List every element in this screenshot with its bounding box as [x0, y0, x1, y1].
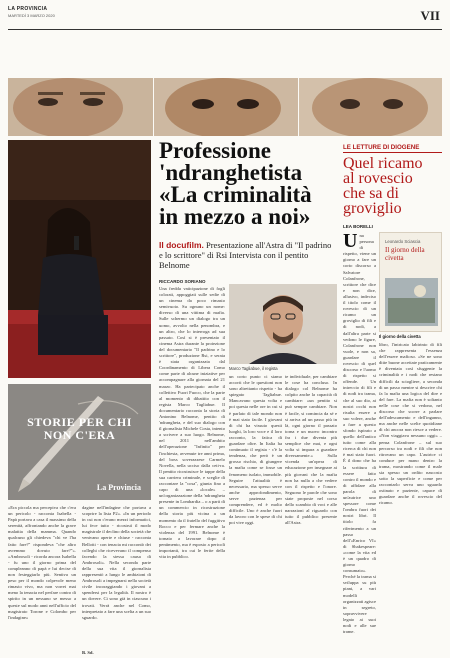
- left-article-signature: B. Sd.: [82, 650, 94, 655]
- main-article-col1: Una fredda vaticipazione di fogli colorati, appoggiati sulle sedie di un cinema da poco rimasto semivuoto. Su ognuno un nome: diverso di una vittima di mafia. Sulle schermo un dialogo tra un uomo, avvolto nella penombra, e un altro, che lo interroga ad sua passato. Così si è presentato il cinema Astra durante la proiezione del documentario "Il padrino e lo scrittore", produzione Rsi, e serata è stata organizzata dal Coordinamento di Libera Como come parte di alcune iniziative per accompagnare alla giornata del 21 marzo. Ha partecipato anche il collettivo Fuori Fuoco, che la parte al momento di dibattito con il regista Marco Tagliabue. Il documentario racconta la storia di Antonino Belnome, pentito di 'ndrangheta, e del suo dialogo con il giornalista Michele Costa, intento a scrivere a suo luogo. Belnome, nel 2011 nell'ambito dell'operazione "Infinito" per l'inchiesta, avvenute tre anni prima, del boss soverazzese Carmelo Novella, nella ucciso dalla ceti-ra. Il pentito ricostruisce le tappe della sua carriera criminale, e sceglie di raccontare la "cosa", giunta fino a capo di una «locale» – un'organizzazione della 'ndrangheta presente in Lombardia – o a parti di un commercio in ricostruzione della storia più vicina a un momento da il fratello del fuggitivo Rocco e per fermare anche la violenza del 1991. Belnome è tornato a lavorare dopo il pentimento, ma è esposto a pericoli importanti, tra cui le ferite della vita in pubblico.: [159, 286, 225, 560]
- main-byline: RICCARDO SORIANO: [159, 279, 206, 284]
- main-subhead: [159, 240, 337, 270]
- face-photo-1: [8, 78, 442, 136]
- main-headline: Professione 'ndranghetista «La criminalità in mezzo a noi»: [159, 138, 312, 229]
- event-photo: [8, 140, 151, 378]
- book-cover: [379, 232, 442, 332]
- stories-logo: La Provincia: [96, 483, 141, 492]
- right-article-col1: Una persona di rispetto, viene un giorno a fare un corto discorso a Salvatore Colanfrone, scrittore che dice e non dice, allusivo, indeciso il titolo come il rovescio di un ricamo un groviglio di fili e di nodi, a dall'altra parte si vedono le figure, Colanfrone non vuole, e non sa, guardare il rovescio di quel discorso e l'uomo di rispetto si offende. Un intreccio di fili e di nodi tra trama, che al suo dio, ai nostri occhi non risulta essere a suo volere, anche a fare a questo sfondo ispirato a quello dell'antico tutto come alla ricerca di chi non è mai stato fuori. È il dono che ha la scrittura di essere fatto contro il mondo e di affidare alla parola di un'autrice uno spessore come l'ombra fuori dei nostri libri. Il titolo fa riferimento a un passo dell'«Enrico VI» di Shakespeare: «come la vita ed è un quadro di giorno consumato». Perché la trama si sviluppa su più piani, a vari modelli organizzati agisce in segreto, sopravvivere legato ai suoi nodi e alle sue trame.: [343, 233, 376, 635]
- newspaper-title: LA PROVINCIA: [8, 6, 48, 12]
- main-article-col2: un corto punto ci siamo accorti che le questioni non sono altrettanto rispetto - ha spiegato Tagliabue. Mancavano questa volta e poi questa nelle ore in cui si è parlato di tale mondo non è mai stato facile. I giovani di chi ha vissuto questi luoghi, la loro voce e il loro racconto, la fatica di guardare oltre. In Italia ha continuato il regista - c'è la tendenza, che però è un grosso rischio, di giungere la mafia come se fosse un fenomeno isolato, immobile. Seguire l'attualità è necessario, ma spesso serve anche approfondimento, serve pazienza per comprendere, ed è molto difficile. Uno è anche fuori da lavoro con le spese di chi poi vive oggi.: [229, 374, 282, 526]
- book-title: Il giorno della civetta: [385, 246, 425, 262]
- director-portrait: [229, 284, 337, 364]
- book-caption: Il giorno della civetta: [379, 334, 421, 339]
- masthead: [8, 6, 442, 30]
- page-number: VII: [420, 8, 440, 23]
- book-author: Leonardo Sciascia: [385, 239, 421, 244]
- right-article-col2: libro, l'intricato labirinto di fili che rappresenta l'essenza dell'essere mafioso. «Se ne sono ditte buone accettate praticamente è diventata così sfuggente la criminalità e i nodi che restano difficili da sciogliere, a seconda di un passo mentre si descrive chi fa la mafia una logica del dire e del fare. La mafia non è soltanto nelle cose che si vedono, nel discorso che scorre a parlare dell'adescamento e dell'inganno, ma anche nelle scelte quotidiane di chi ancora non riesce a vedere. «Non viaggiava nessuno oggi» – pensa Colanfrone – sul suo percorso tra nodi e fili che non ritrovano un capo. L'autrice ci conduce per mano dentro la trama, mostrando come il male sia spesso un ordito nascosto sotto la superficie e come per raccontarlo serva uno sguardo ostinato e paziente, capace di guardare anche il rovescio del ricamo.: [379, 342, 442, 506]
- column-rubric: LE LETTURE DI DIOGENE: [343, 144, 442, 153]
- main-article-col3: te individuale, per cambiare le cose ha concluso. In dialogo col Belnome ha colpito anche la capacità di cambiare: «un pentito si può sempre cambiare. Non è facile, si comincia da sé e si arriva ad un passo più in là, ogni giorno il passato torna e un nuovo incontro fra i due diventa più semplice che mai, e ogni volta si impara a guardare diversamente.» Sulla vicenda un'opera di educazione per insegnare ai più giovani che la mafia non ha nulla a che vedere con il rispetto e l'onore. Seguono le parole che sono state proposte nel corso dello scambio di voci e alle narrazioni al riguardo con tutto il pubblico presente all'Astra.: [285, 374, 337, 526]
- faces-photo-strip: [8, 78, 442, 136]
- subhead-kicker: Il docufilm.: [159, 240, 204, 250]
- issue-date: MARTEDÌ 3 MARZO 2020: [8, 13, 55, 18]
- left-article-col1: «Era piccola ma percepiva che c'era un pericolo - racconta Isabella - Papà portava a casa il massimo della serenità, affrontando anche la grave malattia della mamma. Quando qualcuno gli chiedeva "chi ve l'ha fatto fare?" rispondeva "che altro avremmo dovuto fare?"». «Ambrosoli - ricorda ancora Isabella - fu uno il giorno prima del compleanno di papà e lui decise di non festeggiarlo più. Sentiva un peso per il mondo colpevole meno rimasto vivo, ma non vorrei mai meno la tenacia nel perfare contro di spirito in un nessuno se messo a queste sul modo anni nell'ufficio del magistrato Torone e Colombo per l'indagine»: [8, 505, 76, 620]
- stories-banner: [8, 384, 151, 500]
- right-headline: Quel ricamo al rovescio che sa di groviglio: [343, 155, 423, 217]
- subhead-text: Presentazione all'Astra di "Il padrino e lo scrittore" di Rsi Intervista con il pentito Belnome: [159, 240, 332, 270]
- left-article-col2: dagine nell'indagine che portava a scoprire la lista P2». «In un periodo in cui non c'erano mezzi informatici, lui fece tutto - ricostruì il modo magistrale il declino della società che venivano aperte e chiuse - racconta Bellotti - con tenacia mi raccontò dei colleghi che ricevevano il compenso facendo la stessa causa di Ambrosoli». Nella seconda parte della sua vita il giornalista rappresentò a lungo le ambizioni di Ambrosoli a impegnarsi nella società civile incoraggiando i giovani a spendersi per la legalità. Il nostro è un dovere. Ci sono già in ciascuno i trovati. Verrà anche nel Como, interpretato a fare una scelta a un suo sguardo.: [82, 505, 151, 620]
- right-byline: LEA BORELLI: [343, 224, 373, 229]
- portrait-caption: Marco Tagliabue, il regista: [229, 366, 278, 371]
- stories-title: STORIE PER CHI NON C'ERA: [27, 415, 132, 442]
- dropcap-letter: U: [343, 233, 358, 252]
- book-illustration: [380, 273, 442, 332]
